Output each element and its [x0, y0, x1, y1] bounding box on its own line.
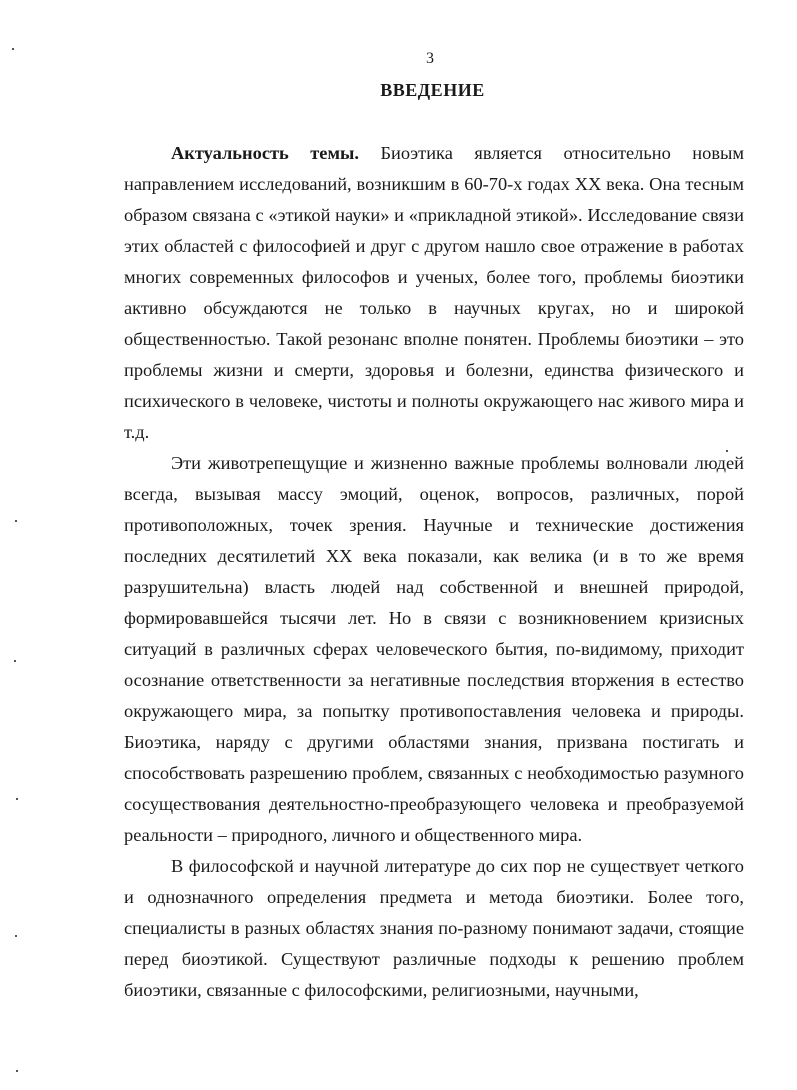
paragraph-problems [124, 448, 744, 851]
page-number: 3 [426, 50, 434, 67]
paragraph-text: В философской и научной литературе до сих пор не существует четкого и однозначного определения предмета и метода биоэтики. Более того, специалисты в разных областях знания по-разному понимают задачи, стоящие перед биоэтикой. Существуют различные подходы к решению проблем биоэтики, связанные с философскими, религиозными, научными, [124, 856, 744, 1000]
paragraph-text: Эти животрепещущие и жизненно важные проблемы волновали людей всегда, вызывая массу эмоций, оценок, вопросов, различных, порой противоположных, точек зрения. Научные и технические достижения последних десятилетий XX века показали, как велика (и в то же время разрушительна) власть людей над собственной и внешней природой, формировавшейся тысячи лет. Но в связи с возникновением кризисных ситуаций в различных сферах человеческого бытия, по-видимому, приходит осознание ответственности за негативные последствия вторжения в естество окружающего мира, за попытку противопоставления человека и природы. Биоэтика, наряду с другими областями знания, призвана постигать и способствовать разрешению проблем, связанных с необходимостью разумного сосуществования деятельностно-преобразующего человека и преобразуемой реальности – природного, личного и общественного мира. [124, 453, 744, 845]
scan-speck [726, 450, 728, 452]
scan-speck [14, 660, 16, 662]
scan-speck [16, 1070, 18, 1072]
body-text [124, 138, 744, 1006]
paragraph-lead: Актуальность темы. [171, 143, 359, 163]
scan-speck [16, 798, 18, 800]
paragraph-relevance [124, 138, 744, 448]
section-title: ВВЕДЕНИЕ [380, 80, 485, 100]
scan-speck [15, 935, 17, 937]
scan-speck [12, 48, 14, 50]
paragraph-definition [124, 851, 744, 1006]
paragraph-text: Биоэтика является относительно новым направлением исследований, возникшим в 60-70-х годах XX века. Она тесным образом связана с «этикой науки» и «прикладной этикой». Исследование связи этих областей с философией и друг с другом нашло свое отражение в работах многих современных философов и ученых, более того, проблемы биоэтики активно обсуждаются не только в научных кругах, но и широкой общественностью. Такой резонанс вполне понятен. Проблемы биоэтики – это проблемы жизни и смерти, здоровья и болезни, единства физического и психического в человеке, чистоты и полноты окружающего нас живого мира и т.д. [124, 143, 744, 442]
scan-speck [15, 520, 17, 522]
